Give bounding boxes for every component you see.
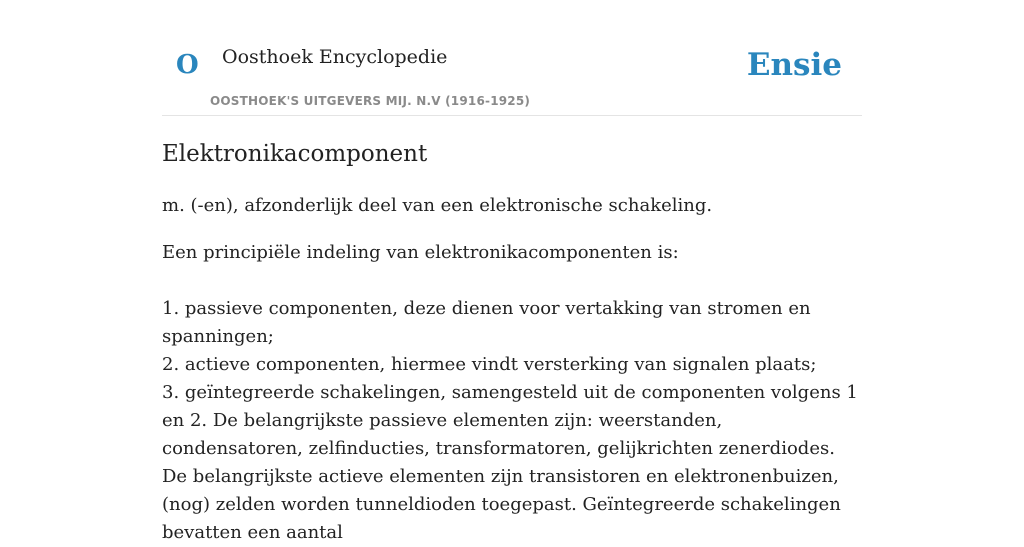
article <box>162 138 862 547</box>
article-body: 1. passieve componenten, deze dienen voor vertakking van stromen en spanningen; 2. actieve componenten, hiermee vindt versterking van signalen plaats; 3. geïntegreerde schakelingen, samengesteld uit de componenten volgens 1 en 2. De belangrijkste passieve elementen zijn: weerstanden, condensatoren, zelfinducties, transformatoren, gelijkrichten zenerdiodes. De belangrijkste actieve elementen zijn transistoren en elektronenbuizen, (nog) zelden worden tunneldioden toegepast. Geïntegreerde schakelingen bevatten een aantal <box>162 298 858 543</box>
site-logo-icon[interactable]: O <box>176 50 199 80</box>
site-header <box>162 0 862 116</box>
site-title-link[interactable]: Oosthoek Encyclopedie <box>222 46 448 68</box>
article-title: Elektronikacomponent <box>162 141 428 167</box>
article-intro: Een principiële indeling van elektronikacomponenten is: <box>162 242 679 263</box>
ensie-brand-link[interactable]: Ensie <box>746 47 842 83</box>
publisher-subtitle: OOSTHOEK'S UITGEVERS MIJ. N.V (1916-1925) <box>210 94 531 108</box>
article-definition: m. (-en), afzonderlijk deel van een elektronische schakeling. <box>162 195 713 216</box>
